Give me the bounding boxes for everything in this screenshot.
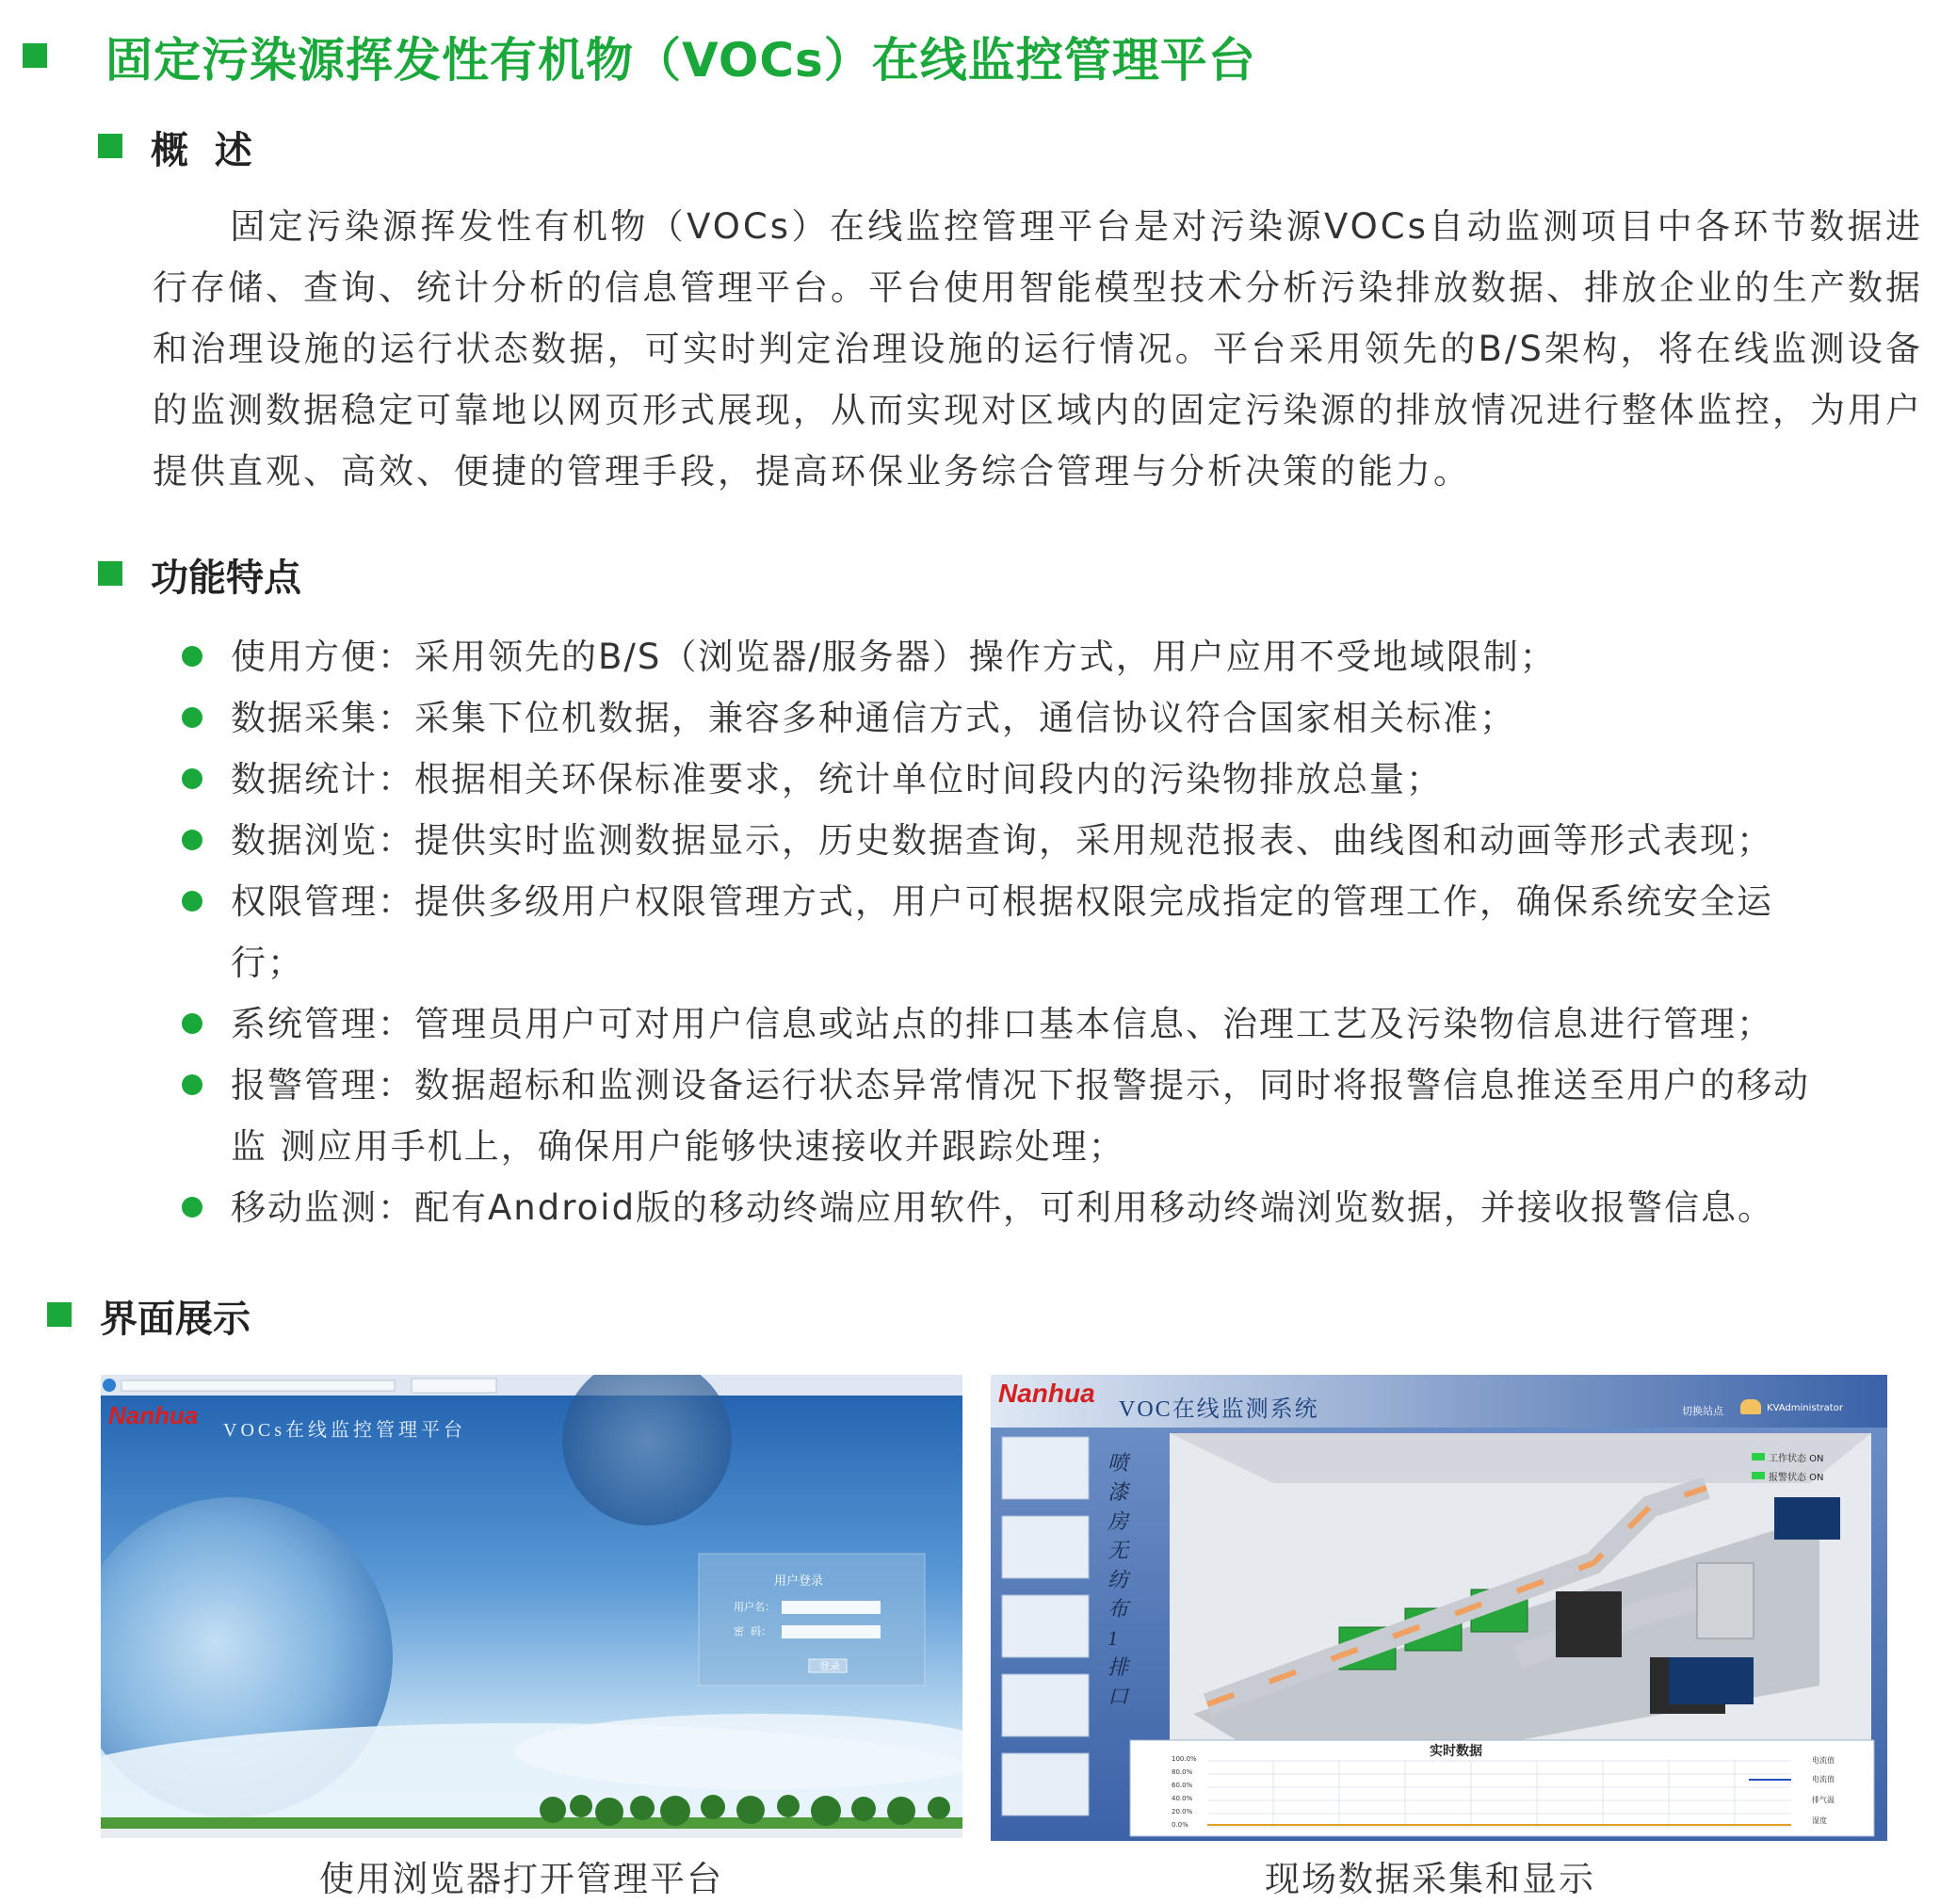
monitor-brand: Nanhua (998, 1379, 1095, 1408)
feature-item-continued: 监 测应用手机上，确保用户能够快速接收并跟踪处理； (231, 1126, 1125, 1167)
login-brand: Nanhua (108, 1401, 199, 1429)
chart-title: 实时数据 (1430, 1744, 1482, 1759)
login-username-label: 用户名： (734, 1601, 775, 1613)
feature-item: 移动监测：配有Android版的移动终端应用软件，可利用移动终端浏览数据，并接收报警信息。 (231, 1187, 1775, 1228)
feature-bullet (182, 1197, 202, 1218)
feature-item: 报警管理：数据超标和监测设备运行状态异常情况下报警提示，同时将报警信息推送至用户的移动 (231, 1065, 1810, 1105)
feature-item: 数据浏览：提供实时监测数据显示，历史数据查询，采用规范报表、曲线图和动画等形式表现； (231, 820, 1773, 861)
login-password-label: 密 码： (734, 1625, 771, 1638)
feature-bullet (182, 830, 202, 850)
feature-bullet (182, 1013, 202, 1034)
monitor-caption: 现场数据采集和显示 (1265, 1859, 1595, 1899)
feature-item-continued: 行； (231, 943, 304, 983)
login-caption: 使用浏览器打开管理平台 (319, 1859, 723, 1899)
y-tick: 20.0% (1172, 1808, 1193, 1815)
site-vertical-label: 喷漆房无纺布1排口 (1107, 1451, 1129, 1708)
overview-heading: 概 述 (151, 129, 252, 172)
feature-bullet (182, 891, 202, 912)
page-title: 固定污染源挥发性有机物（VOCs）在线监控管理平台 (105, 33, 1256, 88)
feature-item: 数据采集：采集下位机数据，兼容多种通信方式，通信协议符合国家相关标准； (231, 698, 1516, 738)
login-app-title: VOCs在线监控管理平台 (223, 1420, 467, 1441)
y-tick: 60.0% (1172, 1782, 1193, 1789)
feature-bullet (182, 768, 202, 789)
feature-bullet (182, 646, 202, 667)
feature-item: 权限管理：提供多级用户权限管理方式，用户可根据权限完成指定的管理工作，确保系统安全运 (231, 881, 1773, 922)
showcase-heading: 界面展示 (100, 1298, 251, 1341)
feature-item: 使用方便：采用领先的B/S（浏览器/服务器）操作方式，用户应用不受地域限制； (231, 637, 1557, 677)
feature-item: 数据统计：根据相关环保标准要求，统计单位时间段内的污染物排放总量； (231, 759, 1443, 799)
y-tick: 0.0% (1172, 1821, 1188, 1829)
features-heading: 功能特点 (151, 557, 301, 600)
showcase-bullet (47, 1302, 72, 1327)
feature-item: 系统管理：管理员用户可对用户信息或站点的排口基本信息、治理工艺及污染物信息进行管理； (231, 1004, 1773, 1044)
overview-paragraph (153, 196, 1923, 502)
feature-bullet (182, 707, 202, 728)
legend-item[interactable]: 电流值 (1812, 1775, 1835, 1783)
legend-item[interactable]: 排气温 (1812, 1796, 1835, 1804)
login-screenshot (101, 1375, 962, 1838)
overview-bullet (98, 134, 122, 158)
monitor-screenshot (991, 1375, 1887, 1841)
alarm-status: 报警状态 ON (1769, 1473, 1824, 1483)
overview-text: 固定污染源挥发性有机物（VOCs）在线监控管理平台是对污染源VOCs自动监测项目中各环节数据进行存储、查询、统计分析的信息管理平台。平台使用智能模型技术分析污染排放数据、排放企业的生产数据和治理设施的运行状态数据，可实时判定治理设施的运行情况。平台采用领先的B/S架构，将在线监测设备的监测数据稳定可靠地以网页形式展现，从而实现对区域内的固定污染源的排放情况进行整体监控，为用户提供直观、高效、便捷的管理手段，提高环保业务综合管理与分析决策的能力。 (153, 206, 1923, 492)
features-bullet (98, 561, 122, 586)
title-bullet (23, 43, 47, 68)
current-user: KVAdministrator (1767, 1403, 1843, 1413)
work-status: 工作状态 ON (1769, 1454, 1824, 1464)
y-tick: 100.0% (1172, 1755, 1197, 1763)
login-screenshot-art (101, 1375, 962, 1838)
switch-site-link[interactable]: 切换站点 (1682, 1405, 1723, 1417)
login-button[interactable]: 登录 (819, 1660, 840, 1672)
legend-item[interactable]: 湿度 (1812, 1816, 1827, 1825)
y-tick: 40.0% (1172, 1795, 1193, 1802)
monitor-app-title: VOC在线监测系统 (1119, 1397, 1319, 1422)
login-box-title: 用户登录 (774, 1574, 824, 1589)
legend-item[interactable]: 电流值 (1812, 1756, 1835, 1765)
y-tick: 80.0% (1172, 1768, 1193, 1776)
user-avatar-icon (1740, 1399, 1761, 1414)
feature-bullet (182, 1074, 202, 1095)
